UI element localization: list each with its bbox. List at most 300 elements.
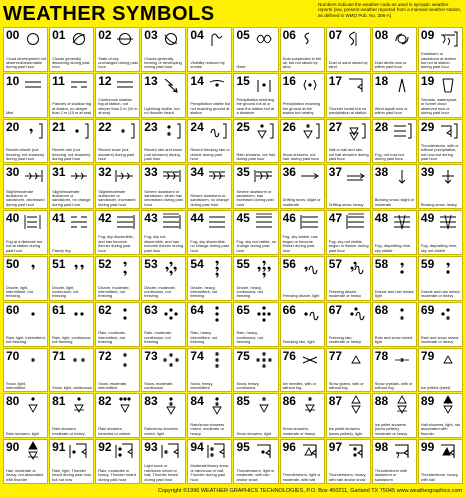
code-description: Fog, sky visible, has begun or become thicker during past hour [282, 234, 318, 253]
code-description: Ice needles, with or without fog [282, 380, 317, 390]
symbol-cell [418, 348, 463, 393]
symbol-cell [3, 164, 48, 209]
fog-thinning-icon [160, 213, 182, 231]
code-description: Clouds generally dissolving during past hour [52, 55, 90, 70]
weather-code: 27 [328, 119, 343, 134]
symbol-cell [326, 302, 371, 347]
weather-code: 63 [144, 302, 158, 317]
symbol-cell [326, 348, 371, 393]
symbol-cell [187, 348, 232, 393]
snow-crystals-icon [391, 351, 413, 369]
code-description: Recent snow (not showers) during past hour [98, 147, 135, 161]
weather-code: 56 [282, 256, 296, 271]
rain-snow-shower-heavy-icon [206, 396, 228, 414]
code-description: Rain and snow mixed, moderate or heavy [420, 334, 460, 345]
symbol-cell [418, 256, 463, 301]
drizzle-cont-light-icon [68, 259, 90, 277]
code-description: Rain, moderate, intermittent, not freezing [98, 330, 126, 345]
weather-code: 48 [374, 211, 389, 226]
weather-code: 15 [236, 73, 250, 88]
code-description: Drizzle and rain mixed, moderate or heavy [420, 288, 461, 299]
symbol-cell [141, 439, 186, 484]
thunder-past-rain-light-icon [68, 442, 90, 460]
symbol-cell [233, 439, 278, 484]
weather-code: 47 [328, 211, 343, 226]
weather-code: 02 [98, 28, 112, 42]
symbol-cell [3, 27, 48, 72]
precip-near-icon [299, 76, 321, 94]
weather-code: 45 [236, 211, 250, 226]
weather-code: 22 [98, 119, 112, 134]
symbol-cell [326, 164, 371, 209]
code-description: Freezing rain, moderate or heavy [328, 334, 362, 345]
weather-code: 36 [282, 165, 296, 180]
past-freezing-icon [206, 122, 228, 140]
code-description: Rain showers, moderate or heavy [52, 426, 85, 436]
symbol-cell [141, 348, 186, 393]
drizzle-cont-mod-icon [160, 259, 182, 277]
past-thunder-icon [437, 122, 459, 140]
code-description: Drizzle, moderate, continuous, not freezing [144, 284, 176, 299]
symbol-cell [418, 119, 463, 164]
symbol-cell [326, 73, 371, 118]
symbol-cell [95, 27, 140, 72]
weather-code: 20 [6, 119, 20, 134]
code-description: Blowing snow, heavy [420, 201, 458, 207]
hail-shower-light-icon [437, 396, 459, 414]
symbol-cell [233, 348, 278, 393]
weather-code: 14 [190, 73, 204, 88]
code-description: Clouds generally forming or developing during past hour [144, 55, 182, 70]
weather-code: 55 [236, 256, 250, 271]
weather-code: 88 [374, 394, 389, 409]
weather-code: 58 [374, 256, 389, 271]
weather-code: 86 [282, 394, 296, 409]
drizzle-cont-heavy-icon [253, 259, 275, 277]
code-description: Precipitation visible but not reaching ground at station [190, 101, 231, 116]
weather-code: 39 [420, 165, 435, 180]
ice-pellets-icon [437, 351, 459, 369]
duststorm-increasing-icon [114, 167, 136, 185]
symbol-cell [280, 27, 325, 72]
code-description: Cloud development not observed/observable during past hour [6, 55, 47, 70]
symbol-cell [3, 393, 48, 438]
weather-code: 81 [52, 394, 66, 409]
code-description: Light snow or rain/snow mixed or hail, Thunder heard during past hour [144, 463, 178, 482]
weather-code: 12 [98, 73, 112, 88]
symbol-cell [3, 302, 48, 347]
symbol-cell [280, 302, 325, 347]
rain-shower-light-icon [22, 396, 44, 414]
symbol-cell [233, 164, 278, 209]
freezing-rain-heavy-icon [345, 305, 367, 323]
code-description: Recent freezing rain or drizzle during past hour [190, 147, 230, 161]
symbol-cell [418, 210, 463, 255]
thunderstorm-hail-icon [299, 442, 321, 460]
code-description: Drifting snow, slight or moderate [282, 197, 321, 207]
symbol-cell [418, 164, 463, 209]
weather-code: 38 [374, 165, 389, 180]
code-description: Tornado, waterspout, or funnel cloud observed now or during past hour [420, 96, 458, 116]
ice-pellet-shower-heavy-icon [391, 396, 413, 414]
weather-code: 43 [144, 211, 158, 226]
code-description: Snow, heavy, intermittent [190, 380, 214, 390]
symbol-cell [49, 439, 94, 484]
symbol-cell [418, 393, 463, 438]
symbol-cell [95, 348, 140, 393]
symbol-cell [280, 164, 325, 209]
weather-code: 93 [144, 440, 158, 455]
severe-duststorm-increasing-icon [253, 167, 275, 185]
past-fog-icon [391, 122, 413, 140]
symbol-cell [326, 256, 371, 301]
code-description: Drizzle, light, continuous, not freezing [52, 284, 79, 299]
symbol-cell [326, 119, 371, 164]
symbol-cell [49, 73, 94, 118]
code-description: Fog, depositing rime, sky not visible [420, 243, 458, 253]
weather-code: 17 [328, 73, 343, 88]
code-description: Hail or hail and rain, not hail showers during past hour [328, 147, 369, 161]
symbol-cell [141, 27, 186, 72]
weather-code: 75 [236, 348, 250, 363]
code-description: Drizzle, heavy, intermittent, not freezing [190, 284, 218, 299]
thunder-icon [345, 76, 367, 94]
smoke-icon [206, 30, 228, 48]
weather-code: 00 [6, 28, 20, 42]
rain-cont-light-icon [68, 305, 90, 323]
symbol-cell [233, 302, 278, 347]
code-description: Ice pellet showers (snow pellets), light [328, 426, 362, 436]
code-description: Snow crystals, with or without fog [374, 380, 413, 390]
code-description: Dust or sand raised by wind [328, 59, 368, 70]
symbol-cell [49, 119, 94, 164]
code-description: Snow, light, continuous [52, 384, 92, 390]
code-description: Thunderstorm, light or moderate, with rain and/or snow [236, 467, 275, 482]
rain-shower-violent-icon [114, 396, 136, 414]
symbol-cell [95, 210, 140, 255]
weather-code: 95 [236, 440, 250, 455]
snow-int-heavy-icon [206, 351, 228, 369]
code-description: Lightning visible, but no thunder heard [144, 105, 180, 116]
weather-code: 90 [6, 440, 20, 455]
snow-cont-heavy-icon [253, 351, 275, 369]
thunder-past-rain-heavy-icon [114, 442, 136, 460]
weather-code: 78 [374, 348, 389, 363]
code-description: Rain and snow mixed, light [374, 334, 414, 345]
code-description: Duststorm or sandstorm at station but not at station during past hour [420, 51, 456, 70]
weather-code: 79 [420, 348, 435, 363]
code-description: Fog, sky discernible, and has become thinner during past hour [98, 234, 134, 253]
symbol-cell [280, 119, 325, 164]
symbol-cell [372, 256, 417, 301]
thunder-past-snow-heavy-icon [206, 442, 228, 460]
symbol-cell [141, 393, 186, 438]
weather-code: 37 [328, 165, 343, 180]
weather-code: 99 [420, 440, 435, 455]
weather-code: 76 [282, 348, 296, 363]
weather-code: 23 [144, 119, 158, 134]
code-description: Snow, light, intermittent [6, 380, 26, 390]
symbol-cell [95, 73, 140, 118]
circle-steady-icon [114, 30, 136, 48]
symbol-cell [95, 164, 140, 209]
snow-shower-light-icon [253, 396, 275, 414]
symbol-cell [95, 256, 140, 301]
weather-code: 42 [98, 211, 112, 226]
code-description: Thunderstorm, light or moderate, with hail [282, 472, 321, 482]
symbol-cell [372, 348, 417, 393]
code-description: Hail, moderate or heavy, not associated with thunder [6, 467, 44, 482]
code-description: Wind squall now or within past hour [374, 105, 408, 116]
symbol-cell [372, 27, 417, 72]
symbol-cell [141, 119, 186, 164]
symbol-cell [49, 210, 94, 255]
code-description: Fog, sky not discernible, and has become thinner during past hour [144, 234, 184, 253]
weather-code: 24 [190, 119, 204, 134]
symbol-cell [187, 256, 232, 301]
symbol-cell [372, 393, 417, 438]
duststorm-decreasing-icon [22, 167, 44, 185]
symbol-cell [280, 348, 325, 393]
symbol-cell [3, 256, 48, 301]
circle-empty-icon [22, 30, 44, 48]
dust-icon [299, 30, 321, 48]
code-description: Patchy fog [52, 247, 71, 253]
weather-code: 89 [420, 394, 435, 409]
code-description: Rain showers, torrential or violent [98, 426, 131, 436]
weather-code: 03 [144, 28, 158, 42]
mist-icon [22, 76, 44, 94]
drifting-snow-icon [299, 167, 321, 185]
copyright-footer: Copyright ©1996 WEATHER GRAPHICS TECHNOLOGIES, P.O. Box 450211, Garland TX 75045 www.weathergraphics.com [157, 488, 462, 494]
weather-code: 68 [374, 302, 389, 317]
freezing-drizzle-heavy-icon [345, 259, 367, 277]
funnel-icon [437, 76, 459, 94]
fog-patches-icon [68, 213, 90, 231]
blowing-snow-icon [391, 167, 413, 185]
symbol-cell [233, 256, 278, 301]
intro-text: Numbers indicate the weather code as used in synoptic weather reports (ww, present weather reported from a manned weather station, as defined in WMO Pub. No. 306-A) [318, 2, 462, 18]
code-description: Moderate/heavy snow or rain/snow or hail, Thunder during past hour [190, 463, 229, 482]
rain-snow-shower-light-icon [160, 396, 182, 414]
thunder-past-snow-light-icon [160, 442, 182, 460]
code-description: Snow, moderate, intermittent [98, 380, 128, 390]
weather-code: 10 [6, 73, 20, 88]
weather-code: 08 [374, 28, 389, 42]
fog-steady-icon [253, 213, 275, 231]
lightning-icon [160, 76, 182, 94]
precip-virga-icon [206, 76, 228, 94]
code-description: Dust suspended in the air, but not raised by wind [282, 55, 322, 70]
thunderstorm-dust-icon [391, 442, 413, 460]
fog-thinning-sky-icon [114, 213, 136, 231]
drizzle-int-heavy-icon [206, 259, 228, 277]
weather-code: 84 [190, 394, 204, 409]
severe-duststorm-decreasing-icon [160, 167, 182, 185]
page-title: WEATHER SYMBOLS [3, 3, 215, 25]
ice-pellet-shower-light-icon [345, 396, 367, 414]
symbol-cell [141, 210, 186, 255]
snow-grains-icon [345, 351, 367, 369]
symbol-cell [141, 73, 186, 118]
weather-code: 94 [190, 440, 204, 455]
symbol-cell [418, 73, 463, 118]
code-description: Thunderstorm with duststorm or sandstorm [374, 467, 408, 482]
weather-code: 57 [328, 256, 343, 271]
weather-code: 41 [52, 211, 66, 226]
drizzle-rain-light-icon [391, 259, 413, 277]
drifting-snow-heavy-icon [345, 167, 367, 185]
symbol-cell [3, 439, 48, 484]
code-description: Ice pellets (sleet) [420, 384, 451, 390]
weather-code: 72 [98, 348, 112, 363]
shallow-fog-patches-icon [68, 76, 90, 94]
past-snow-icon [114, 122, 136, 140]
rain-snow-light-icon [391, 305, 413, 323]
freezing-rain-light-icon [299, 305, 321, 323]
code-description: Precipitation reaching the ground not at or near the station but at a distance [236, 96, 275, 116]
weather-code: 91 [52, 440, 66, 455]
weather-code: 07 [328, 28, 343, 42]
code-description: Continuous shallow fog at station, not deeper than 2 m (10 m at sea) [98, 96, 138, 116]
weather-code: 19 [420, 73, 435, 88]
code-description: Snow grains, with or without fog [328, 380, 364, 390]
rain-int-light-icon [22, 305, 44, 323]
code-description: Thunderstorm, heavy, with hail [420, 472, 459, 482]
weather-code: 59 [420, 256, 435, 271]
symbol-cell [280, 393, 325, 438]
symbol-cell [418, 302, 463, 347]
code-description: Rain showers, not hail, during past hour [236, 151, 276, 161]
weather-code: 30 [6, 165, 20, 180]
weather-code: 16 [282, 73, 296, 88]
symbol-cell [49, 393, 94, 438]
symbol-cell [372, 302, 417, 347]
fog-rime-icon [437, 213, 459, 231]
code-description: Severe duststorm or sandstorm, has increased during past hour [236, 188, 274, 207]
weather-code: 18 [374, 73, 389, 88]
symbol-cell [49, 256, 94, 301]
code-description: Snow showers, not hail, during past hour [282, 151, 319, 161]
code-description: Thunderstorm, heavy, with rain and/or snow [328, 472, 367, 482]
symbol-cell [233, 119, 278, 164]
weather-code: 21 [52, 119, 66, 134]
symbol-cell [280, 210, 325, 255]
weather-code: 80 [6, 394, 20, 409]
weather-code: 65 [236, 302, 250, 317]
code-description: Severe duststorm or sandstorm, which has decreased during past hour [144, 188, 183, 207]
weather-code: 52 [98, 256, 112, 271]
code-description: Rain, heavy, intermittent, not freezing [190, 330, 218, 345]
symbol-cell [187, 27, 232, 72]
weather-code: 69 [420, 302, 435, 317]
symbol-cell [233, 393, 278, 438]
symbol-cell [141, 256, 186, 301]
thunderstorm-heavy-hail-icon [437, 442, 459, 460]
ice-needles-icon [299, 351, 321, 369]
code-description: Thunder heard but no precipitation at station [328, 105, 367, 116]
past-rain-snow-icon [160, 122, 182, 140]
weather-code: 29 [420, 119, 435, 134]
rain-snow-heavy-icon [437, 305, 459, 323]
fog-rime-sky-icon [391, 213, 413, 231]
symbol-cell [141, 164, 186, 209]
weather-code: 32 [98, 165, 112, 180]
weather-code: 73 [144, 348, 158, 363]
weather-code: 61 [52, 302, 66, 317]
dust-raised-icon [345, 30, 367, 48]
symbol-cell [3, 348, 48, 393]
symbol-cell [326, 439, 371, 484]
code-description: Rain, light, continuous, not freezing [52, 334, 92, 345]
duststorm-sight-icon [437, 30, 459, 48]
symbol-cell [233, 27, 278, 72]
code-description: Drizzle, light, intermittent, not freezing [6, 284, 33, 299]
weather-code: 04 [190, 28, 204, 42]
code-description: Snow, heavy, continuous [236, 380, 260, 390]
code-description: Fog at a distance but not at station during past hour [6, 238, 43, 253]
snow-cont-light-icon [68, 351, 90, 369]
weather-code: 67 [328, 302, 343, 317]
code-description: Thunderstorm, with or without precipitation, not now but during past hour [420, 142, 459, 161]
code-description: Rain, light, intermittent, not freezing [6, 334, 46, 345]
snow-int-mod-icon [114, 351, 136, 369]
blowing-snow-heavy-icon [437, 167, 459, 185]
weather-code: 87 [328, 394, 343, 409]
weather-code: 60 [6, 302, 20, 317]
code-description: Freezing drizzle, light [282, 293, 320, 299]
weather-code: 06 [282, 28, 296, 42]
weather-code: 49 [420, 211, 435, 226]
severe-duststorm-steady-icon [206, 167, 228, 185]
drizzle-int-mod-icon [114, 259, 136, 277]
weather-code: 70 [6, 348, 20, 363]
symbol-cell [233, 73, 278, 118]
past-drizzle-icon [22, 122, 44, 140]
weather-code: 64 [190, 302, 204, 317]
symbol-cell [187, 119, 232, 164]
weather-code: 35 [236, 165, 250, 180]
weather-code: 66 [282, 302, 296, 317]
code-description: Severe duststorm or sandstorm, no change during past hour [190, 192, 229, 207]
code-description: Patches of shallow fog at station, no deeper than 2 m (10 m at sea) [52, 101, 92, 116]
symbol-cell [95, 393, 140, 438]
weather-code: 25 [236, 119, 250, 134]
code-description: Snow, moderate, continuous [144, 380, 174, 390]
symbol-cell [418, 27, 463, 72]
symbol-cell [280, 256, 325, 301]
weather-code: 44 [190, 211, 204, 226]
symbol-cell [326, 393, 371, 438]
weather-code: 83 [144, 394, 158, 409]
code-description: Ice pellet showers (snow pellets), moderate or heavy [374, 421, 408, 436]
code-description: Dust devils now or within past hour [374, 59, 407, 70]
symbol-cell [326, 27, 371, 72]
weather-code: 28 [374, 119, 389, 134]
symbol-cell [326, 210, 371, 255]
symbol-cell [3, 119, 48, 164]
code-description: Rain, light, Thunder heard during past hour but not now [52, 467, 92, 482]
code-description: State of sky unchanged during past hour [98, 55, 138, 70]
rain-shower-heavy-icon [68, 396, 90, 414]
weather-code: 50 [6, 256, 20, 271]
code-description: Snow showers, light [236, 430, 272, 436]
symbol-cell [280, 73, 325, 118]
code-description: Slight/moderate duststorm or sandstorm, increased during past hour [98, 188, 136, 207]
symbol-cell [49, 302, 94, 347]
code-description: Rain/snow showers mixed, light [144, 426, 179, 436]
haze-icon [253, 30, 275, 48]
